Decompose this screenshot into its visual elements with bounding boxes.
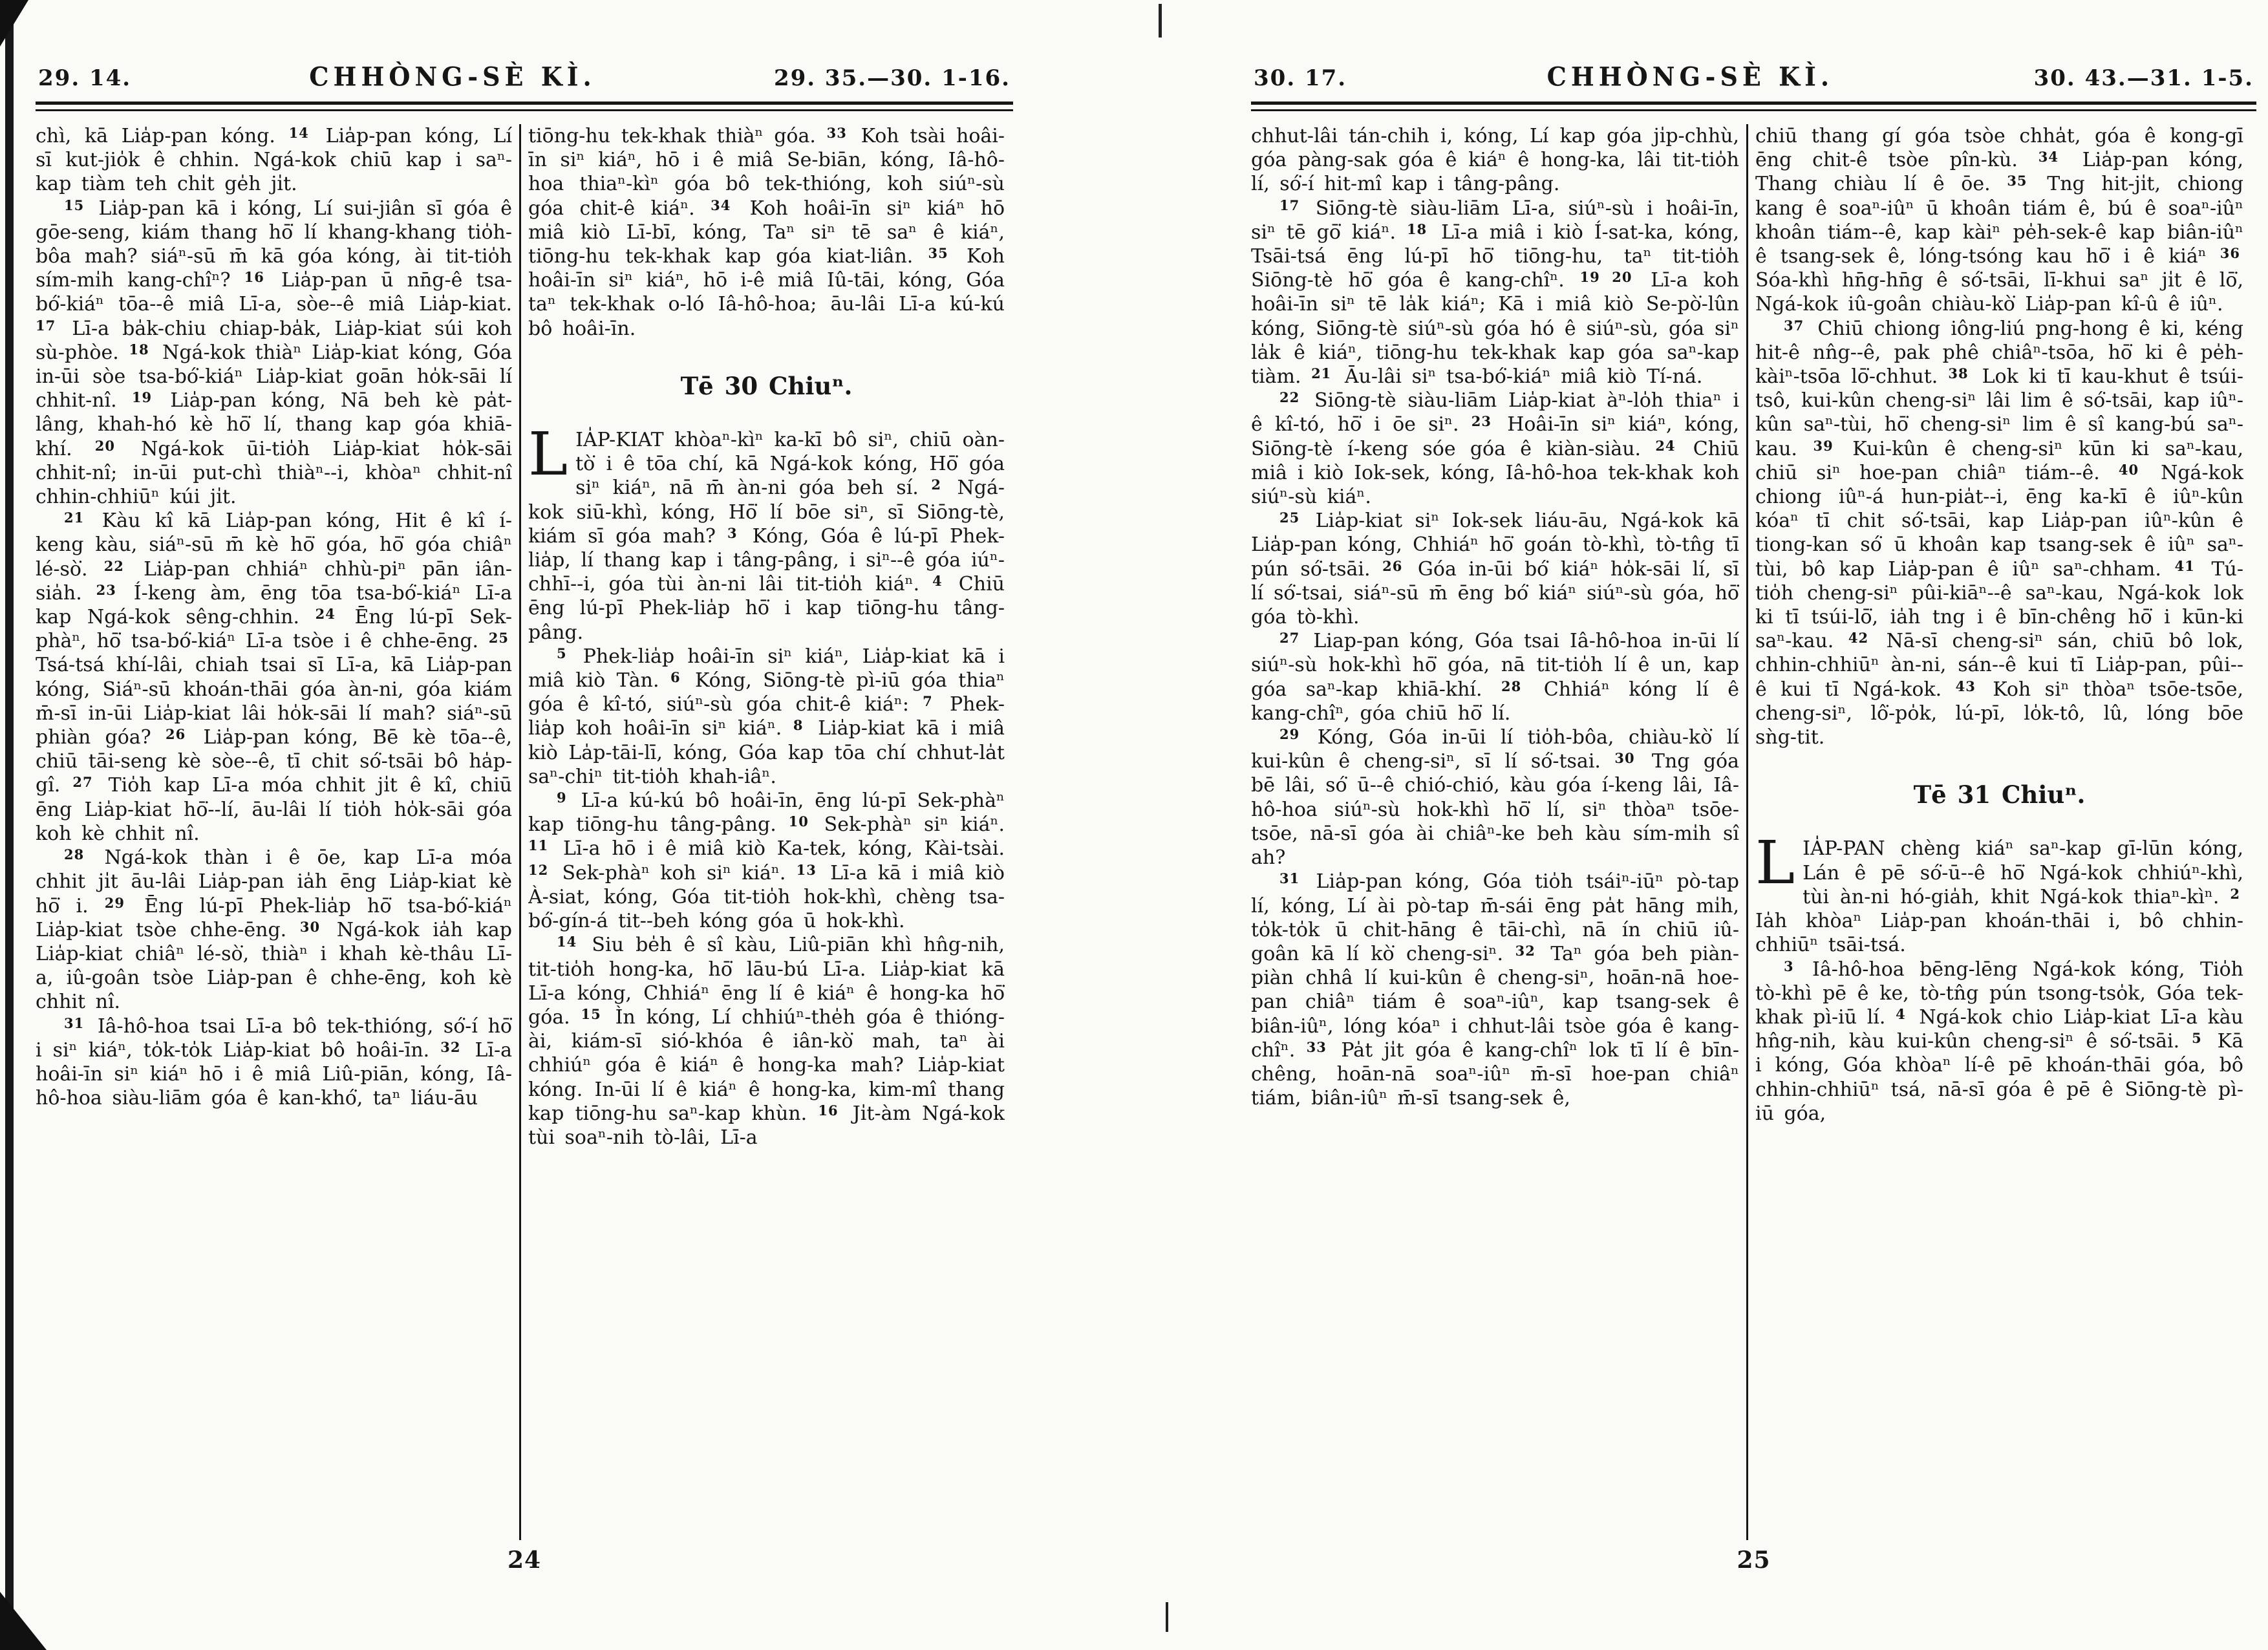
verse-number: 41 bbox=[2174, 557, 2195, 574]
page-number: 24 bbox=[507, 1547, 542, 1574]
verse-paragraph: LIA̍P-KIAT khòaⁿ-kìⁿ ka-kī bô siⁿ, chiū oàn-tò͘ i ê tōa chí, kā Ngá-kok kóng, Hō͘ góa siⁿ kiáⁿ, nā m̄ àn-ni góa beh sí. $^2$ Ngá-kok siū-khì, kóng, Hō͘ lí bōe siⁿ, sī Siōng-tè, kiám sī góa mah? $^3$ Kóng, Góa ê lú-pī Phek-lia̍p, lí thang kap i tâng-pâng, i siⁿ--ê góa iúⁿ-chhī--i, góa tùi àn-ni lâi tit-tio̍h kiáⁿ. $^4$ Chiū ēng lú-pī Phek-lia̍p hō͘ i kap tiōng-hu tâng-pâng. bbox=[528, 420, 1005, 644]
verse-number: 21 bbox=[64, 509, 85, 526]
verse-number: 18 bbox=[129, 341, 149, 358]
verse-number: 22 bbox=[103, 557, 124, 574]
verse-number: 3 bbox=[1784, 958, 1794, 974]
verse-number: 32 bbox=[1515, 942, 1535, 959]
verse-paragraph: $^{15}$ Lia̍p-pan kā i kóng, Lí sui-jiân sī góa ê gōe-seng, kiám thang hō͘ lí khang-khang tio̍h-bôa mah? siáⁿ-sū m̄ kā góa kóng, ài tit-tio̍h sím-mi̍h kang-chîⁿ? $^{16}$ Lia̍p-pan ū nn̄g-ê tsa-bó͘-kiáⁿ tōa--ê miâ Lī-a, sòe--ê miâ Lia̍p-kiat. $^{17}$ Lī-a ba̍k-chiu chiap-ba̍k, Lia̍p-kiat súi koh sù-phòe. $^{18}$ Ngá-kok thiàⁿ Lia̍p-kiat kóng, Góa in-ūi sòe tsa-bó͘-kiáⁿ Lia̍p-kiat goān ho̍k-sāi lí chhit-nî. $^{19}$ Lia̍p-pan kóng, Nā beh kè pa̍t-lâng, khah-hó kè hō͘ lí, thang kap góa khiā-khí. $^{20}$ Ngá-kok ūi-tio̍h Lia̍p-kiat ho̍k-sāi chhit-nî; in-ūi put-chì thiàⁿ--i, khòaⁿ chhit-nî chhin-chhiūⁿ kúi ji̍t. bbox=[36, 197, 512, 509]
verse-number: 22 bbox=[1279, 389, 1300, 406]
running-head-title: CHHÒNG-SÈ KÌ. bbox=[309, 61, 596, 92]
header-rule bbox=[1251, 102, 2256, 111]
verse-number: 14 bbox=[288, 125, 309, 141]
verse-number: 23 bbox=[96, 581, 116, 598]
verse-number: 5 bbox=[557, 645, 567, 661]
text-column bbox=[528, 124, 1005, 1540]
scan-corner-artifact-bottom bbox=[0, 1592, 47, 1650]
verse-paragraph: $^9$ Lī-a kú-kú bô hoâi-īn, ēng lú-pī Sek-phàⁿ kap tiōng-hu tâng-pâng. $^{10}$ Sek-phàⁿ siⁿ kiáⁿ. $^{11}$ Lī-a hō i ê miâ kiò Ka-tek, kóng, Kài-tsài. $^{12}$ Sek-phàⁿ koh siⁿ kiáⁿ. $^{13}$ Lī-a kā i miâ kiò À-siat, kóng, Góa tit-tio̍h hok-khì, chèng tsa-bó͘-gín-á tit--beh kóng góa ū hok-khì. bbox=[528, 789, 1005, 933]
verse-paragraph: $^3$ Iâ-hô-hoa bēng-lēng Ngá-kok kóng, Tio̍h tò-khì pē ê ke, tò-tn̂g pún tsong-tso̍k, Góa tek-khak pì-iū lí. $^4$ Ngá-kok chio Lia̍p-kiat Lī-a kàu hn̂g-nih, kàu kui-kûn cheng-siⁿ ê só͘-tsāi. $^5$ Kā i kóng, Góa khòaⁿ lí-ê pē khoán-thāi góa, bô chhin-chhiūⁿ tsá, nā-sī góa ê pē ê Siōng-tè pì-iū góa, bbox=[1755, 958, 2243, 1125]
verse-number: 38 bbox=[1948, 365, 1969, 382]
verse-paragraph: chhut-lâi tán-chih i, kóng, Lí kap góa ji̍p-chhù, góa pàng-sak góa ê kiáⁿ ê hong-ka, lâi tit-tio̍h lí, só͘-í hit-mî kap i tâng-pâng. bbox=[1251, 125, 1739, 196]
column-divider-rule bbox=[1746, 124, 1748, 1540]
verse-number: 26 bbox=[1382, 557, 1403, 574]
page-left bbox=[36, 62, 1013, 1574]
page-number: 25 bbox=[1737, 1547, 1771, 1574]
verse-number: 16 bbox=[244, 269, 264, 286]
verse-number: 11 bbox=[528, 837, 549, 854]
verse-number: 4 bbox=[1896, 1005, 1906, 1022]
verse-paragraph: $^{22}$ Siōng-tè siàu-liām Lia̍p-kiat àⁿ-lo̍h thiaⁿ i ê kî-tó, hō͘ i ōe siⁿ. $^{23}$ Hoâi-īn siⁿ kiáⁿ, kóng, Siōng-tè í-keng sóe góa ê kiàn-siàu. $^{24}$ Chiū miâ i kiò Iok-sek, kóng, Iâ-hô-hoa tek-khak koh siúⁿ-sù kiáⁿ. bbox=[1251, 389, 1739, 509]
verse-number: 18 bbox=[1406, 220, 1428, 237]
verse-number: 24 bbox=[315, 606, 336, 623]
verse-number: 25 bbox=[1279, 509, 1300, 526]
verse-paragraph: $^{29}$ Kóng, Góa in-ūi lí tio̍h-bôa, chiàu-kò͘ lí kui-kûn ê cheng-siⁿ, sī lí só͘-tsai. $^{30}$ Tng góa bē lâi, só͘ ū--ê chió-chió, kàu góa í-keng lâi, Iâ-hô-hoa siúⁿ-sù hok-khì hō͘ lí, siⁿ thòaⁿ tsōe-tsōe, nā-sī góa ài chiâⁿ-ke beh kàu sím-mi̍h sî ah? bbox=[1251, 726, 1739, 870]
verse-paragraph: chiū thang gí góa tsòe chha̍t, góa ê kong-gī ēng chit-ê tsòe pîn-kù. $^{34}$ Lia̍p-pan kóng, Thang chiàu lí ê ōe. $^{35}$ Tng hit-ji̍t, chiong kang ê soaⁿ-iûⁿ ū khoân tiám ê, bú ê soaⁿ-iûⁿ khoân tiám--ê, kap kàiⁿ pe̍h-sek-ê kap biân-iûⁿ ê tsang-sek ê, lóng-tsóng kau hō͘ i ê kiáⁿ $^{36}$ Sóa-khì hn̄g-hn̄g ê só͘-tsāi, lī-khui saⁿ ji̍t ê lō͘, Ngá-kok iû-goân chiàu-kò͘ Lia̍p-pan kî-û ê iûⁿ. bbox=[1755, 125, 2243, 316]
verse-number: 25 bbox=[488, 630, 509, 647]
running-head-title: CHHÒNG-SÈ KÌ. bbox=[1546, 61, 1834, 92]
verse-number: 17 bbox=[36, 317, 56, 334]
verse-paragraph: $^{14}$ Siu be̍h ê sî kàu, Liû-piān khì hn̂g-nih, tit-tio̍h hong-ka, hō͘ lāu-bú Lī-a. Lia̍p-kiat kā Lī-a kóng, Chhiáⁿ ēng lí ê kiáⁿ ê hong-ka hō͘ góa. $^{15}$ Ìn kóng, Lí chhiúⁿ-the̍h góa ê thióng-ài, kiám-sī sió-khóa ê iân-kò͘ mah, taⁿ ài chhiúⁿ góa ê kiáⁿ ê hong-ka mah? Lia̍p-kiat kóng. In-ūi lí ê kiáⁿ ê hong-ka, kim-mî thang kap tiōng-hu saⁿ-kap khùn. $^{16}$ Ji̍t-àm Ngá-kok tùi soaⁿ-nih tò-lâi, Lī-a bbox=[528, 934, 1005, 1149]
verse-paragraph: $^{31}$ Iâ-hô-hoa tsai Lī-a bô tek-thióng, só͘-í hō͘ i siⁿ kiáⁿ, to̍k-to̍k Lia̍p-kiat bô hoâi-īn. $^{32}$ Lī-a hoâi-īn siⁿ kiáⁿ hō i ê miâ Liû-piān, kóng, Iâ-hô-hoa siàu-liām góa ê kan-khó͘, taⁿ liáu-āu bbox=[36, 1014, 512, 1110]
verse-number: 21 bbox=[1311, 365, 1332, 382]
verse-number: 13 bbox=[796, 861, 817, 878]
verse-paragraph: $^{21}$ Kàu kî kā Lia̍p-pan kóng, Hit ê kî í-keng kàu, siáⁿ-sū m̄ kè hō͘ góa, hō͘ góa chiâⁿ lé-sò͘. $^{22}$ Lia̍p-pan chhiáⁿ chhù-piⁿ pān iân-sia̍h. $^{23}$ Í-keng àm, ēng tōa tsa-bó͘-kiáⁿ Lī-a kap Ngá-kok sêng-chhin. $^{24}$ Ēng lú-pī Sek-phàⁿ, hō͘ tsa-bó͘-kiáⁿ Lī-a tsòe i ê chhe-ēng. $^{25}$ Tsá-tsá khí-lâi, chiah tsai sī Lī-a, kā Lia̍p-pan kóng, Siáⁿ-sū khoán-thāi góa àn-ni, góa kiám m̄-sī in-ūi Lia̍p-kiat lâi ho̍k-sāi lí mah? siáⁿ-sū phiàn góa? $^{26}$ Lia̍p-pan kóng, Bē kè tōa--ê, chiū tāi-seng kè sòe--ê, tī chit só͘-tsāi bô ha̍p-gî. $^{27}$ Tio̍h kap Lī-a móa chhit ji̍t ê kî, chiū ēng Lia̍p-kiat hō͘--lí, āu-lâi lí tio̍h ho̍k-sāi góa koh kè chhit nî. bbox=[36, 509, 512, 845]
verse-number: 33 bbox=[1306, 1038, 1327, 1055]
verse-number: 43 bbox=[1955, 678, 1976, 694]
verse-number: 17 bbox=[1279, 197, 1300, 213]
text-columns bbox=[1251, 124, 2256, 1540]
running-head-ref-left: 29. 14. bbox=[38, 65, 132, 91]
verse-paragraph: $^{37}$ Chiū chiong iông-liú png-hong ê ki, kéng hit-ê nn̂g--ê, pak phê chiâⁿ-tsōa, hō͘ ki ê pe̍h-kàiⁿ-tsōa lō͘-chhut. $^{38}$ Lok ki tī kau-khut ê tsúi-tsô, kui-kûn cheng-siⁿ lâi lim ê só͘-tsāi, kap iûⁿ-kûn saⁿ-tùi, hō͘ cheng-siⁿ lim ê sî kang-bú saⁿ-kau. $^{39}$ Kui-kûn ê cheng-siⁿ kūn ki saⁿ-kau, chiū siⁿ hoe-pan chiâⁿ tiám--ê. $^{40}$ Ngá-kok chiong iûⁿ-á hun-pia̍t--i, ēng ka-kī ê iûⁿ-kûn kóaⁿ tī chit só͘-tsāi, kap Lia̍p-pan iûⁿ-kûn ê tiong-kan só͘ ū khoân kap tsang-sek ê iûⁿ saⁿ-tùi, bô kap Lia̍p-pan ê iûⁿ saⁿ-chham. $^{41}$ Tú-tio̍h cheng-siⁿ pûi-kiāⁿ--ê saⁿ-kau, Ngá-kok lok ki tī tsúi-lō͘, ia̍h tng i ê bīn-chêng hō͘ i kūn-ki saⁿ-kau. $^{42}$ Nā-sī cheng-siⁿ sán, chiū bô lok, chhin-chhiūⁿ àn-ni, sán--ê kui tī Lia̍p-pan, pûi--ê kui tī Ngá-kok. $^{43}$ Koh siⁿ thòaⁿ tsōe-tsōe, cheng-siⁿ, lô͘-po̍k, lú-pī, lo̍k-tô, lû, lóng bōe sǹg-tit. bbox=[1755, 317, 2243, 749]
verse-paragraph: $^5$ Phek-lia̍p hoâi-īn siⁿ kiáⁿ, Lia̍p-kiat kā i miâ kiò Tàn. $^6$ Kóng, Siōng-tè pì-iū góa thiaⁿ góa ê kî-tó, siúⁿ-sù góa chit-ê kiáⁿ: $^7$ Phek-lia̍p koh hoâi-īn siⁿ kiáⁿ. $^8$ Lia̍p-kiat kā i miâ kiò La̍p-tāi-lī, kóng, Góa kap tōa chí chhut-la̍t saⁿ-chiⁿ tit-tio̍h khah-iâⁿ. bbox=[528, 645, 1005, 788]
verse-number: 2 bbox=[931, 477, 941, 493]
running-head-ref-left: 30. 17. bbox=[1254, 65, 1347, 91]
verse-number: 16 bbox=[818, 1102, 839, 1119]
verse-number: 6 bbox=[670, 669, 681, 686]
verse-number: 29 bbox=[1279, 726, 1300, 743]
verse-paragraph: tiōng-hu tek-khak thiàⁿ góa. $^{33}$ Koh tsài hoâi-īn siⁿ kiáⁿ, hō i ê miâ Se-biān, kóng, Iâ-hô-hoa thiaⁿ-kìⁿ góa bô tek-thióng, koh siúⁿ-sù góa chit-ê kiáⁿ. $^{34}$ Koh hoâi-īn siⁿ kiáⁿ hō miâ kiò Lī-bī, kóng, Taⁿ siⁿ tē saⁿ ê kiáⁿ, tiōng-hu tek-khak kap góa kiat-liân. $^{35}$ Koh hoâi-īn siⁿ kiáⁿ, hō i-ê miâ Iû-tāi, kóng, Góa taⁿ tek-khak o-ló Iâ-hô-hoa; āu-lâi Lī-a kú-kú bô hoâi-īn. bbox=[528, 125, 1005, 340]
verse-number: 34 bbox=[711, 197, 731, 213]
verse-number: 42 bbox=[1848, 630, 1869, 647]
verse-number: 35 bbox=[2007, 173, 2027, 189]
scan-gutter-artifact-top bbox=[1159, 4, 1162, 38]
verse-number: 33 bbox=[826, 125, 847, 141]
verse-number: 19 20 bbox=[1579, 269, 1632, 286]
scan-edge-strip bbox=[5, 0, 14, 1650]
verse-paragraph: $^{31}$ Lia̍p-pan kóng, Góa tio̍h tsáiⁿ-iūⁿ pò-tap lí, kóng, Lí ài pò-tap m̄-sái ēng pa̍t hāng mi̍h, to̍k-to̍k ū chit-hāng ê tāi-chì, nā ín chiū iû-goân kā lí kò͘ cheng-siⁿ. $^{32}$ Taⁿ góa beh piàn-piàn chhâ lí kui-kûn ê cheng-siⁿ, hoān-nā hoe-pan chiâⁿ tiám ê soaⁿ-iûⁿ, kap tsang-sek ê biân-iûⁿ, lóng kóaⁿ i chhut-lâi tsòe góa ê kang-chîⁿ. $^{33}$ Pa̍t ji̍t góa ê kang-chîⁿ lok tī lí ê bīn-chêng, hoān-nā soaⁿ-iûⁿ m̄-sī hoe-pan chiâⁿ tiám, biân-iûⁿ m̄-sī tsang-sek ê, bbox=[1251, 870, 1739, 1110]
verse-number: 35 bbox=[928, 245, 948, 262]
verse-number: 27 bbox=[1279, 630, 1300, 647]
verse-number: 39 bbox=[1813, 437, 1834, 454]
verse-number: 28 bbox=[1501, 678, 1522, 694]
verse-number: 29 bbox=[104, 894, 125, 911]
running-head bbox=[1251, 62, 2256, 102]
verse-number: 28 bbox=[64, 846, 85, 863]
text-columns bbox=[36, 124, 1013, 1540]
page-right bbox=[1251, 62, 2256, 1574]
verse-number: 19 bbox=[131, 389, 153, 406]
header-rule bbox=[36, 102, 1013, 111]
verse-number: 32 bbox=[440, 1038, 461, 1055]
text-column bbox=[1755, 124, 2243, 1540]
verse-number: 15 bbox=[581, 1005, 601, 1022]
chapter-dropcap: L bbox=[528, 420, 568, 489]
verse-paragraph: chì, kā Lia̍p-pan kóng. $^{14}$ Lia̍p-pan kóng, Lí sī kut-jio̍k ê chhin. Ngá-kok chiū kap i saⁿ-kap tiàm teh chi̍t ge̍h ji̍t. bbox=[36, 125, 512, 196]
chapter-dropcap: L bbox=[1755, 828, 1795, 898]
verse-paragraph: $^{17}$ Siōng-tè siàu-liām Lī-a, siúⁿ-sù i hoâi-īn, siⁿ tē gō͘ kiáⁿ. $^{18}$ Lī-a miâ i kiò Í-sat-ka, kóng, Tsāi-tsá ēng lú-pī hō͘ tiōng-hu, taⁿ tit-tio̍h Siōng-tè hō͘ góa ê kang-chîⁿ. $^{19 20}$ Lī-a koh hoâi-īn siⁿ tē la̍k kiáⁿ; Kā i miâ kiò Se-pò͘-lûn kóng, Siōng-tè siúⁿ-sù góa hó ê siúⁿ-sù, góa siⁿ la̍k ê kiáⁿ, tiōng-hu tek-khak kap góa saⁿ-kap tiàm. $^{21}$ Āu-lâi siⁿ tsa-bó͘-kiáⁿ miâ kiò Tí-ná. bbox=[1251, 197, 1739, 389]
verse-number: 26 bbox=[165, 726, 186, 743]
column-divider-rule bbox=[519, 124, 521, 1540]
verse-paragraph: $^{25}$ Lia̍p-kiat siⁿ Iok-sek liáu-āu, Ngá-kok kā Lia̍p-pan kóng, Chhiáⁿ hō͘ goán tò-khì, tò-tn̂g tī pún só͘-tsāi. $^{26}$ Góa in-ūi bó͘ kiáⁿ ho̍k-sāi lí, sī lí só͘-tsai, siáⁿ-sū m̄ ēng bó͘ kiáⁿ siúⁿ-sù góa, hō͘ góa tò-khì. bbox=[1251, 509, 1739, 629]
verse-number: 37 bbox=[1784, 317, 1804, 334]
verse-number: 10 bbox=[788, 813, 809, 830]
scan-corner-artifact-top bbox=[0, 0, 28, 47]
verse-number: 2 bbox=[2230, 885, 2240, 902]
verse-paragraph: LIA̍P-PAN chèng kiáⁿ saⁿ-kap gī-lūn kóng, Lán ê pē só͘-ū--ê hō͘ Ngá-kok chhiúⁿ-khì, tùi àn-ni hó-gia̍h, khit Ngá-kok thiaⁿ-kìⁿ. $^2$ Ia̍h khòaⁿ Lia̍p-pan khoán-thāi i, bô chhin-chhiūⁿ tsāi-tsá. bbox=[1755, 828, 2243, 957]
chapter-heading: Tē 30 Chiuⁿ. bbox=[680, 371, 853, 400]
verse-number: 23 bbox=[1471, 413, 1492, 430]
verse-number: 24 bbox=[1655, 437, 1676, 454]
verse-number: 30 bbox=[299, 918, 321, 935]
verse-number: 14 bbox=[557, 934, 577, 950]
verse-number: 3 bbox=[727, 524, 738, 541]
running-head-ref-right: 29. 35.—30. 1-16. bbox=[773, 65, 1011, 91]
verse-paragraph: $^{28}$ Ngá-kok thàn i ê ōe, kap Lī-a móa chhit ji̍t āu-lâi Lia̍p-pan ia̍h ēng Lia̍p-kiat kè hō͘ i. $^{29}$ Ēng lú-pī Phek-lia̍p hō͘ tsa-bó͘-kiáⁿ Lia̍p-kiat tsòe chhe-ēng. $^{30}$ Ngá-kok ia̍h kap Lia̍p-kiat chiâⁿ lé-sò͘, thiàⁿ i khah kè-thâu Lī-a, iû-goân tsòe Lia̍p-pan ê chhe-ēng, koh kè chhit nî. bbox=[36, 846, 512, 1014]
chapter-heading: Tē 31 Chiuⁿ. bbox=[1913, 780, 2086, 809]
verse-number: 40 bbox=[2118, 461, 2139, 478]
verse-number: 31 bbox=[64, 1014, 85, 1031]
verse-number: 7 bbox=[923, 693, 933, 710]
verse-number: 4 bbox=[932, 573, 943, 590]
verse-number: 27 bbox=[72, 774, 93, 791]
verse-number: 20 bbox=[94, 437, 115, 454]
text-column bbox=[36, 124, 512, 1540]
verse-number: 31 bbox=[1279, 870, 1300, 887]
verse-number: 36 bbox=[2220, 245, 2240, 262]
verse-number: 8 bbox=[793, 717, 804, 734]
running-head-ref-right: 30. 43.—31. 1-5. bbox=[2033, 65, 2254, 91]
verse-number: 12 bbox=[528, 861, 549, 878]
verse-number: 34 bbox=[2038, 149, 2059, 166]
text-column bbox=[1251, 124, 1739, 1540]
verse-number: 5 bbox=[2192, 1030, 2202, 1047]
verse-number: 9 bbox=[557, 789, 567, 806]
verse-number: 30 bbox=[1614, 750, 1635, 767]
verse-number: 15 bbox=[64, 197, 85, 213]
scan-gutter-artifact-bottom bbox=[1166, 1602, 1168, 1632]
verse-paragraph: $^{27}$ Liap-pan kóng, Góa tsai Iâ-hô-hoa in-ūi lí siúⁿ-sù hok-khì hō͘ góa, nā tit-tio̍h lí ê un, kap góa saⁿ-kap khiā-khí. $^{28}$ Chhiáⁿ kóng lí ê kang-chîⁿ, góa chiū hō͘ lí. bbox=[1251, 630, 1739, 725]
running-head bbox=[36, 62, 1013, 102]
